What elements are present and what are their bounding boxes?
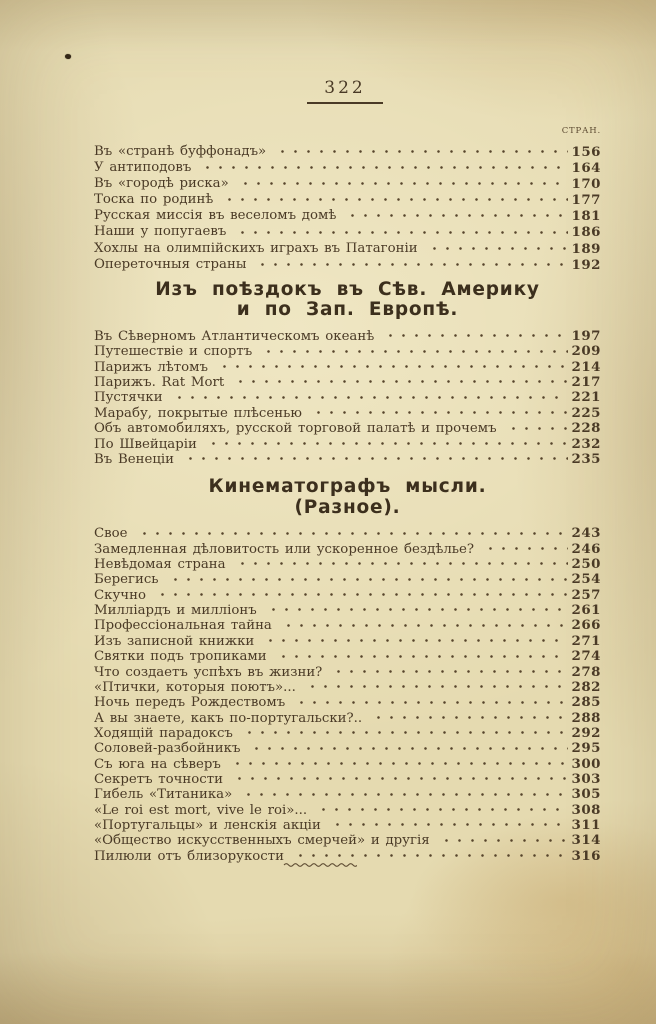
entry-page: 186 <box>571 224 601 241</box>
dot-leader <box>308 406 568 421</box>
dot-leader <box>180 452 568 467</box>
toc-row <box>94 634 601 649</box>
entry-title: Свое <box>94 526 128 542</box>
dot-leader <box>258 344 568 359</box>
toc-row <box>94 176 601 192</box>
entry-title: Ходящій парадоксъ <box>94 725 233 741</box>
entry-page: 156 <box>571 144 601 160</box>
entry-title: Гибель «Титаника» <box>94 787 233 803</box>
toc-row <box>94 144 601 160</box>
entry-title: Марабу, покрытые плѣсенью <box>94 405 302 421</box>
toc-row <box>94 241 601 257</box>
entry-title: Объ автомобиляхъ, русской торговой палатѣ и прочемъ <box>94 421 497 437</box>
entry-page: 214 <box>571 358 601 375</box>
toc-row <box>94 680 601 695</box>
dot-leader <box>203 437 568 452</box>
entry-page: 295 <box>571 740 601 757</box>
entry-page: 235 <box>571 451 601 467</box>
entry-page: 209 <box>571 343 601 360</box>
entry-page: 300 <box>571 755 601 772</box>
entry-page: 189 <box>571 240 601 257</box>
dot-leader <box>313 803 568 818</box>
toc-row <box>94 224 601 240</box>
dot-leader <box>152 588 568 603</box>
entry-page: 217 <box>571 373 601 390</box>
entry-page: 254 <box>571 571 601 588</box>
entry-page: 305 <box>571 786 601 803</box>
entry-title: «Птички, которыя поютъ»... <box>94 679 296 695</box>
section-heading-line: Кинематографъ мысли. <box>208 476 487 498</box>
entry-page: 164 <box>571 160 601 177</box>
toc-row <box>94 711 601 726</box>
entry-title: Парижъ лѣтомъ <box>94 359 208 375</box>
entry-title: Пилюли отъ близорукости <box>94 848 284 864</box>
entry-page: 278 <box>571 663 601 680</box>
toc-section <box>94 144 601 273</box>
entry-title: Соловей-разбойникъ <box>94 741 241 757</box>
entry-title: Невѣдомая страна <box>94 557 226 573</box>
entry-title: Профессіональная тайна <box>94 618 272 634</box>
entry-page: 285 <box>571 694 601 711</box>
dot-leader <box>229 772 568 787</box>
entry-title: Берегись <box>94 572 159 588</box>
dot-leader <box>134 526 568 541</box>
toc-row <box>94 757 601 772</box>
toc-row <box>94 803 601 818</box>
entry-title: Секретъ точности <box>94 771 223 787</box>
entry-page: 288 <box>571 709 601 726</box>
entry-page: 192 <box>571 256 601 273</box>
toc-row <box>94 192 601 208</box>
entry-title: Ночь передъ Рождествомъ <box>94 695 286 711</box>
entry-page: 266 <box>571 617 601 634</box>
toc-row <box>94 526 601 541</box>
entry-page: 308 <box>571 801 601 818</box>
entry-page: 197 <box>571 327 601 344</box>
dot-leader <box>272 144 568 160</box>
dot-leader <box>232 557 568 572</box>
toc-row <box>94 344 601 359</box>
entry-page: 221 <box>571 389 601 406</box>
entry-page: 303 <box>571 770 601 787</box>
entry-page: 292 <box>571 724 601 741</box>
entry-title: Съ юга на сѣверъ <box>94 756 221 772</box>
entry-page: 311 <box>571 816 601 833</box>
dot-leader <box>260 634 568 649</box>
dot-leader <box>232 224 568 240</box>
toc <box>94 102 601 864</box>
entry-title: Путешествіе и спортъ <box>94 344 253 360</box>
toc-row <box>94 329 601 344</box>
dot-leader <box>197 160 568 176</box>
toc-row <box>94 787 601 802</box>
dot-leader <box>235 176 568 192</box>
toc-row <box>94 375 601 390</box>
dot-leader <box>252 257 568 273</box>
entry-page: 170 <box>571 176 601 193</box>
entry-title: «Португальцы» и ленскія акціи <box>94 817 321 833</box>
entry-title: Парижъ. Rat Mort <box>94 374 225 390</box>
entry-page: 282 <box>571 678 601 695</box>
entry-title: «Le roi est mort, vive le roi»... <box>94 802 308 818</box>
toc-row <box>94 360 601 375</box>
dot-leader <box>246 741 568 756</box>
toc-row <box>94 257 601 273</box>
entry-title: Изъ записной книжки <box>94 633 255 649</box>
toc-row <box>94 695 601 710</box>
toc-row <box>94 542 601 557</box>
page-header <box>0 0 656 104</box>
dot-leader <box>230 375 568 390</box>
toc-row <box>94 741 601 756</box>
section-heading-line: и по Зап. Европѣ. <box>236 299 459 321</box>
entry-title: Въ «городѣ риска» <box>94 176 229 192</box>
toc-row <box>94 572 601 587</box>
entry-title: Милліардъ и милліонъ <box>94 603 257 619</box>
entry-page: 243 <box>571 525 601 542</box>
entry-page: 316 <box>571 847 601 864</box>
toc-section <box>94 526 601 864</box>
entry-title: Тоска по родинѣ <box>94 192 214 208</box>
section-heading-line: (Разное). <box>294 496 401 518</box>
dot-leader <box>328 665 568 680</box>
entry-title: Замедленная дѣловитость или ускоренное бездѣлье? <box>94 541 475 557</box>
dot-leader <box>436 833 568 848</box>
toc-row <box>94 208 601 224</box>
toc-row <box>94 618 601 633</box>
toc-row <box>94 160 601 176</box>
toc-row <box>94 421 601 436</box>
section-heading-line: Изъ поѣздокъ въ Сѣв. Америку <box>155 278 540 300</box>
dot-leader <box>214 360 568 375</box>
entry-page: 177 <box>571 192 601 209</box>
toc-row <box>94 726 601 741</box>
dot-leader <box>291 695 568 710</box>
entry-page: 271 <box>571 632 601 649</box>
entry-title: «Общество искусственныхъ смерчей» и другія <box>94 833 430 849</box>
dot-leader <box>219 192 568 208</box>
toc-row <box>94 833 601 848</box>
dot-leader <box>503 421 568 436</box>
dot-leader <box>239 726 568 741</box>
pages-column-header: СТРАН. <box>561 126 601 136</box>
entry-title: Въ Сѣверномъ Атлантическомъ океанѣ <box>94 328 375 344</box>
entry-page: 261 <box>571 602 601 619</box>
entry-title: У антиподовъ <box>94 160 192 176</box>
dot-leader <box>424 241 568 257</box>
toc-row <box>94 818 601 833</box>
dot-leader <box>380 329 568 344</box>
entry-page: 181 <box>571 208 601 225</box>
dot-leader <box>263 603 568 618</box>
page-number: 322 <box>307 78 382 104</box>
section-heading <box>94 477 601 518</box>
entry-title: Что создаетъ успѣхъ въ жизни? <box>94 664 323 680</box>
dot-leader <box>342 208 568 224</box>
entry-title: Опереточныя страны <box>94 256 247 272</box>
toc-row <box>94 665 601 680</box>
toc-row <box>94 437 601 452</box>
toc-row <box>94 772 601 787</box>
dot-leader <box>327 818 568 833</box>
entry-title: Наши у попугаевъ <box>94 224 227 240</box>
entry-title: Хохлы на олимпійскихъ играхъ въ Патагоніи <box>94 240 418 256</box>
dot-leader <box>273 649 568 664</box>
entry-title: Пустячки <box>94 390 163 406</box>
toc-sections <box>94 144 601 864</box>
section-heading <box>94 280 601 321</box>
entry-page: 314 <box>571 832 601 849</box>
entry-page: 274 <box>571 648 601 665</box>
entry-page: 225 <box>571 404 601 421</box>
entry-page: 228 <box>571 420 601 437</box>
entry-page: 246 <box>571 540 601 557</box>
dot-leader <box>227 757 568 772</box>
dot-leader <box>169 390 568 405</box>
entry-title: Русская миссія въ веселомъ домѣ <box>94 208 337 224</box>
entry-title: А вы знаете, какъ по-португальски?.. <box>94 710 363 726</box>
toc-row <box>94 557 601 572</box>
dot-leader <box>165 572 568 587</box>
toc-row <box>94 649 601 664</box>
toc-section <box>94 329 601 468</box>
toc-row <box>94 452 601 467</box>
entry-title: Святки подъ тропиками <box>94 649 267 665</box>
entry-page: 232 <box>571 435 601 452</box>
dot-leader <box>302 680 568 695</box>
entry-page: 250 <box>571 556 601 573</box>
entry-title: Въ «странѣ буффонадъ» <box>94 144 267 159</box>
dot-leader <box>238 787 568 802</box>
wavy-divider <box>283 861 357 869</box>
entry-title: Скучно <box>94 587 146 603</box>
entry-title: Въ Венеціи <box>94 452 174 467</box>
entry-page: 257 <box>571 586 601 603</box>
dot-leader <box>278 618 568 633</box>
dot-leader <box>368 711 568 726</box>
toc-row <box>94 588 601 603</box>
dot-leader <box>480 542 568 557</box>
entry-title: По Швейцаріи <box>94 436 197 452</box>
toc-row <box>94 406 601 421</box>
toc-row <box>94 603 601 618</box>
toc-row <box>94 390 601 405</box>
